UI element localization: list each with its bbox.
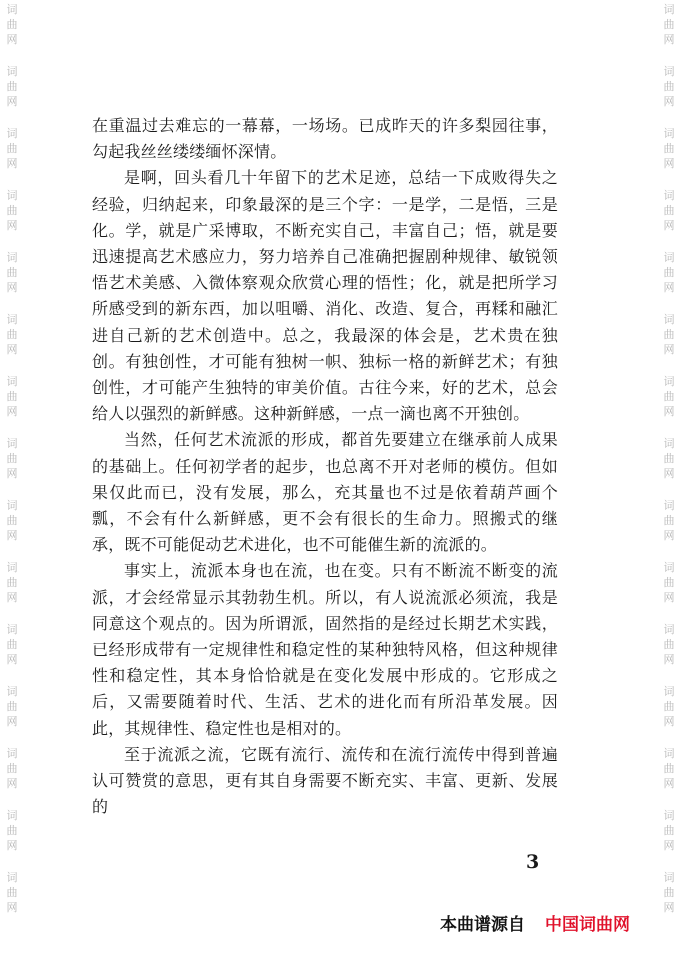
watermark-char: 网 — [663, 33, 675, 46]
watermark-group — [7, 806, 18, 868]
watermark-char: 网 — [6, 95, 18, 108]
watermark-char: 网 — [663, 281, 675, 294]
watermark-char: 网 — [6, 529, 18, 542]
watermark-char: 曲 — [663, 700, 675, 713]
watermark-char: 词 — [663, 499, 675, 512]
watermark-char: 词 — [6, 747, 18, 760]
watermark-group — [664, 558, 675, 620]
watermark-char: 曲 — [663, 638, 675, 651]
watermark-char: 词 — [663, 251, 675, 264]
watermark-char: 词 — [663, 65, 675, 78]
watermark-char: 曲 — [6, 18, 18, 31]
paragraph-4: 事实上，流派本身也在流，也在变。只有不断流不断变的流派，才会经常显示其勃勃生机。所以，有人说流派必须流，我是同意这个观点的。因为所谓派，固然指的是经过长期艺术实践，已经形成带有一定规律性和稳定性的某种独特风格，但这种规律性和稳定性，其本身恰恰就是在变化发展中形成的。它形成之后，又需要随着时代、生活、艺术的进化而有所沿革发展。因此，其规律性、稳定性也是相对的。 — [92, 561, 558, 738]
watermark-char: 网 — [6, 777, 18, 790]
watermark-char: 网 — [6, 591, 18, 604]
watermark-group — [664, 186, 675, 248]
watermark-char: 词 — [6, 65, 18, 78]
watermark-char: 曲 — [663, 390, 675, 403]
watermark-char: 网 — [6, 653, 18, 666]
paragraph-1: 在重温过去难忘的一幕幕，一场场。已成昨天的许多梨园往事，勾起我丝丝缕缕缅怀深情。 — [92, 116, 558, 162]
watermark-char: 网 — [663, 529, 675, 542]
watermark-group — [7, 744, 18, 806]
watermark-char: 曲 — [6, 824, 18, 837]
paragraph-3: 当然，任何艺术流派的形成，都首先要建立在继承前人成果的基础上。任何初学者的起步，也总离不开对老师的模仿。但如果仅此而已，没有发展，那么，充其量也不过是依着葫芦画个瓢，不会有什么新鲜感，更不会有很长的生命力。照搬式的继承，既不可能促动艺术进化，也不可能催生新的流派的。 — [92, 430, 558, 555]
watermark-char: 网 — [663, 653, 675, 666]
watermark-char: 词 — [663, 561, 675, 574]
watermark-char: 词 — [6, 871, 18, 884]
watermark-char: 网 — [6, 33, 18, 46]
watermark-char: 网 — [663, 901, 675, 914]
watermark-char: 网 — [6, 157, 18, 170]
watermark-char: 曲 — [663, 204, 675, 217]
watermark-char: 网 — [663, 715, 675, 728]
watermark-group — [7, 62, 18, 124]
watermark-char: 网 — [6, 405, 18, 418]
watermark-char: 网 — [663, 591, 675, 604]
watermark-group — [7, 186, 18, 248]
watermark-char: 词 — [663, 375, 675, 388]
watermark-char: 曲 — [6, 204, 18, 217]
paragraph-5: 至于流派之流，它既有流行、流传和在流行流传中得到普遍认可赞赏的意思，更有其自身需要不断充实、丰富、更新、发展的 — [92, 744, 558, 817]
watermark-char: 词 — [6, 809, 18, 822]
watermark-char: 曲 — [6, 886, 18, 899]
watermark-char: 网 — [6, 219, 18, 232]
watermark-char: 词 — [663, 747, 675, 760]
watermark-char: 网 — [6, 467, 18, 480]
watermark-group — [7, 558, 18, 620]
watermark-char: 曲 — [6, 328, 18, 341]
watermark-char: 曲 — [6, 390, 18, 403]
watermark-char: 网 — [663, 343, 675, 356]
watermark-group — [7, 682, 18, 744]
watermark-group — [664, 372, 675, 434]
watermark-group — [664, 868, 675, 930]
watermark-group — [664, 682, 675, 744]
watermark-char: 词 — [663, 623, 675, 636]
watermark-group — [7, 372, 18, 434]
watermark-char: 网 — [663, 157, 675, 170]
watermark-char: 词 — [663, 189, 675, 202]
watermark-group — [7, 248, 18, 310]
watermark-group — [7, 868, 18, 930]
watermark-char: 曲 — [6, 142, 18, 155]
watermark-char: 曲 — [663, 576, 675, 589]
watermark-char: 网 — [663, 839, 675, 852]
watermark-group — [7, 620, 18, 682]
watermark-char: 词 — [6, 623, 18, 636]
watermark-char: 网 — [663, 405, 675, 418]
watermark-group — [664, 62, 675, 124]
watermark-group — [7, 310, 18, 372]
watermark-char: 词 — [6, 685, 18, 698]
watermark-char: 词 — [6, 437, 18, 450]
site-name-link[interactable]: 中国词曲网 — [545, 915, 630, 935]
watermark-char: 曲 — [6, 638, 18, 651]
watermark-char: 词 — [663, 313, 675, 326]
watermark-char: 曲 — [6, 576, 18, 589]
watermark-char: 词 — [6, 375, 18, 388]
watermark-char: 词 — [6, 499, 18, 512]
watermark-char: 网 — [6, 901, 18, 914]
watermark-group — [664, 0, 675, 62]
watermark-char: 曲 — [663, 762, 675, 775]
watermark-char: 曲 — [663, 824, 675, 837]
watermark-char: 网 — [6, 343, 18, 356]
watermark-char: 网 — [6, 281, 18, 294]
watermark-group — [7, 496, 18, 558]
watermark-char: 网 — [663, 777, 675, 790]
watermark-char: 曲 — [663, 452, 675, 465]
watermark-char: 网 — [663, 467, 675, 480]
watermark-char: 曲 — [663, 328, 675, 341]
watermark-group — [7, 434, 18, 496]
page-body — [92, 113, 558, 820]
watermark-char: 词 — [6, 3, 18, 16]
watermark-char: 词 — [6, 313, 18, 326]
watermark-char: 词 — [663, 809, 675, 822]
watermark-char: 曲 — [663, 80, 675, 93]
watermark-group — [664, 248, 675, 310]
watermark-char: 曲 — [663, 142, 675, 155]
watermark-char: 曲 — [6, 514, 18, 527]
watermark-char: 曲 — [663, 514, 675, 527]
watermark-char: 网 — [6, 715, 18, 728]
watermark-group — [664, 806, 675, 868]
watermark-char: 曲 — [663, 886, 675, 899]
watermark-char: 词 — [663, 127, 675, 140]
watermark-char: 词 — [663, 3, 675, 16]
right-watermark-strip — [658, 0, 680, 960]
watermark-group — [664, 620, 675, 682]
watermark-group — [664, 434, 675, 496]
watermark-group — [664, 310, 675, 372]
watermark-char: 曲 — [6, 80, 18, 93]
watermark-group — [7, 0, 18, 62]
watermark-char: 网 — [663, 219, 675, 232]
watermark-group — [664, 496, 675, 558]
watermark-char: 曲 — [6, 700, 18, 713]
watermark-char: 网 — [663, 95, 675, 108]
watermark-char: 曲 — [663, 18, 675, 31]
watermark-char: 词 — [6, 127, 18, 140]
watermark-char: 词 — [6, 251, 18, 264]
watermark-group — [7, 124, 18, 186]
watermark-char: 网 — [6, 839, 18, 852]
source-label: 本曲谱源自 — [440, 915, 525, 935]
watermark-char: 曲 — [6, 452, 18, 465]
watermark-group — [664, 744, 675, 806]
watermark-char: 曲 — [6, 762, 18, 775]
watermark-char: 曲 — [6, 266, 18, 279]
paragraph-2: 是啊，回头看几十年留下的艺术足迹，总结一下成败得失之经验，归纳起来，印象最深的是三个字：一是学，二是悟，三是化。学，就是广采博取，不断充实自己，丰富自己；悟，就是要迅速提高艺术感应力，努力培养自己准确把握剧种规律、敏锐领悟艺术美感、入微体察观众欣赏心理的悟性；化，就是把所学习所感受到的新东西，加以咀嚼、消化、改造、复合，再糅和融汇进自己新的艺术创造中。总之，我最深的体会是，艺术贵在独创。有独创性，才可能有独树一帜、独标一格的新鲜艺术；有独创性，才可能产生独特的审美价值。古往今来，好的艺术，总会给人以强烈的新鲜感。这种新鲜感，一点一滴也离不开独创。 — [92, 168, 558, 424]
watermark-char: 曲 — [663, 266, 675, 279]
left-watermark-strip — [0, 0, 22, 960]
watermark-char: 词 — [663, 437, 675, 450]
watermark-char: 词 — [663, 685, 675, 698]
watermark-char: 词 — [663, 871, 675, 884]
source-footer — [440, 910, 630, 935]
watermark-char: 词 — [6, 189, 18, 202]
watermark-char: 词 — [6, 561, 18, 574]
watermark-group — [664, 124, 675, 186]
page-number: 3 — [526, 851, 540, 873]
